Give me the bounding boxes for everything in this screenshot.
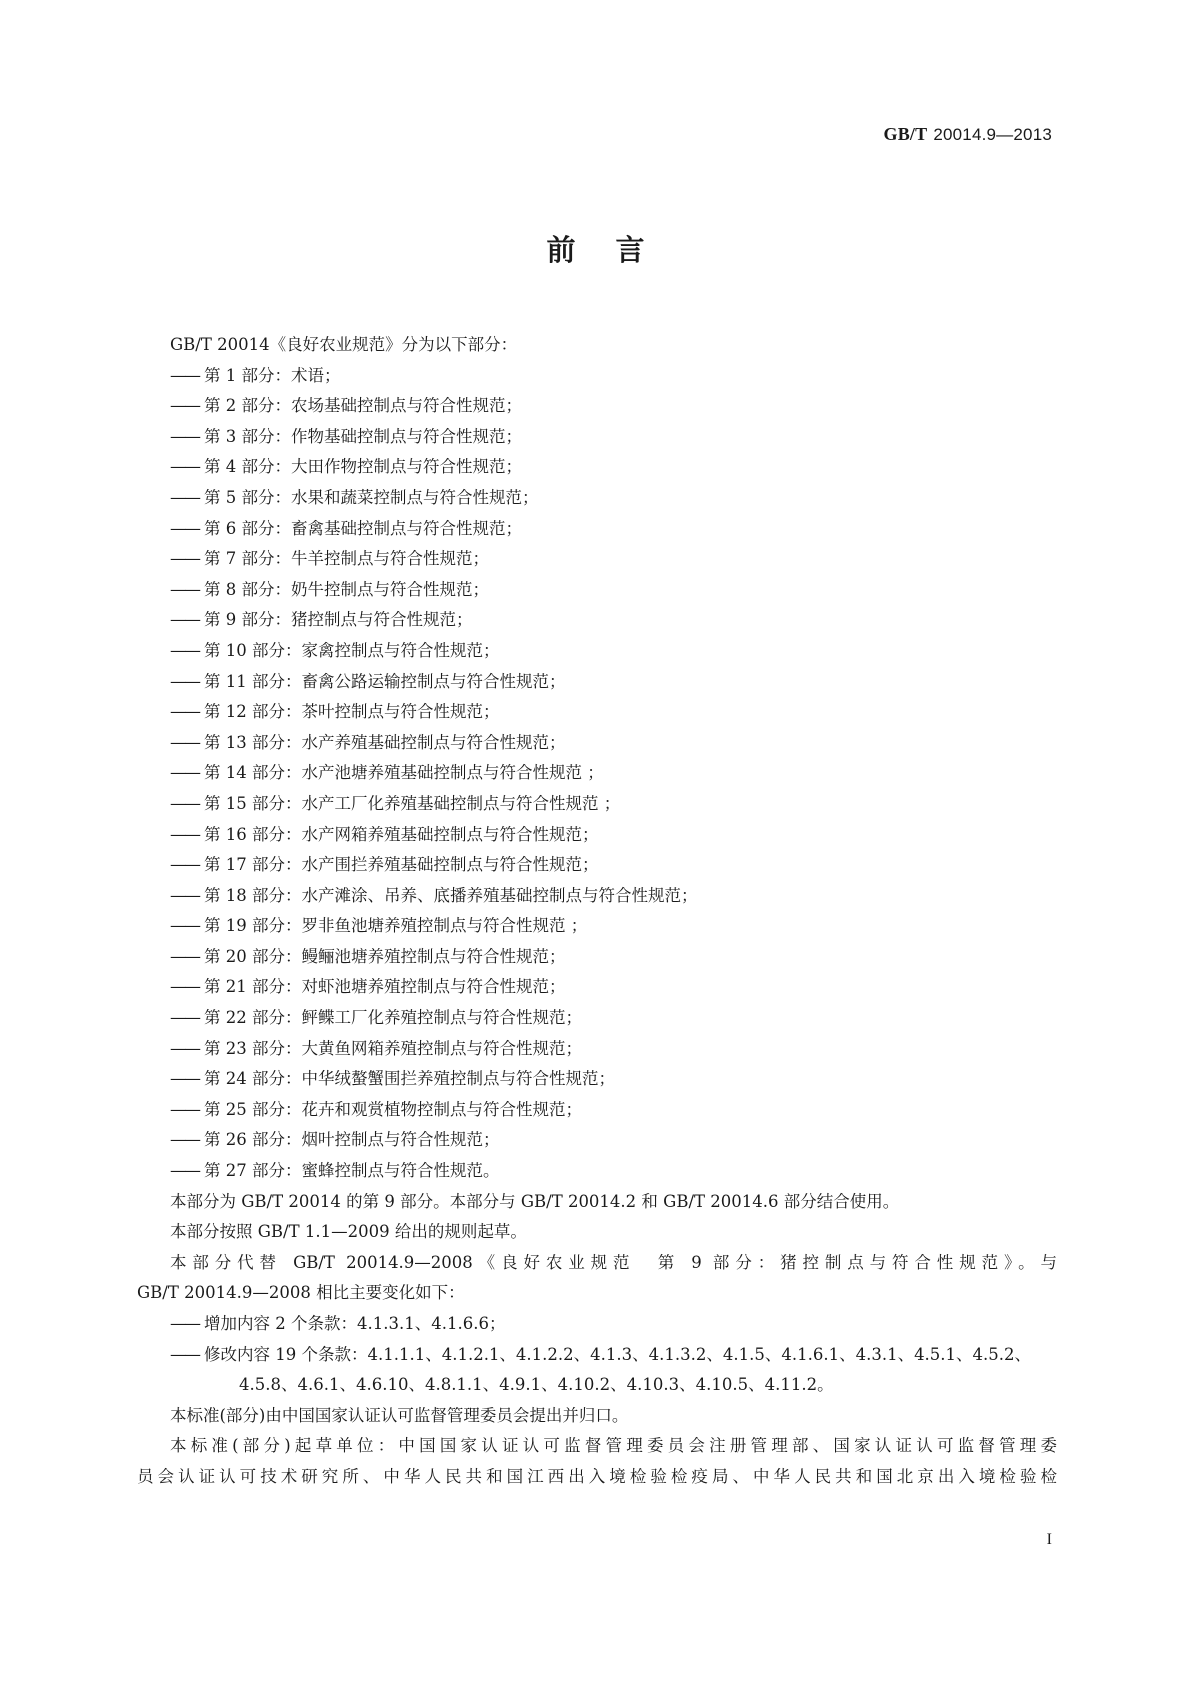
list-item: —— 第 13 部分：水产养殖基础控制点与符合性规范； xyxy=(170,732,566,752)
paragraph-drafting-units-line2: 员会认证认可技术研究所、中华人民共和国江西出入境检验检疫局、中华人民共和国北京出入境检验检 xyxy=(137,1466,1057,1486)
list-item: —— 第 9 部分：猪控制点与符合性规范； xyxy=(170,610,473,630)
list-item: —— 第 3 部分：作物基础控制点与符合性规范； xyxy=(170,426,522,446)
paragraph-drafting-rules: 本部分按照 GB/T 1.1—2009 给出的规则起草。 xyxy=(170,1222,527,1242)
parts-list xyxy=(137,361,1057,1187)
list-item: —— 第 4 部分：大田作物控制点与符合性规范； xyxy=(170,457,522,477)
change-item-added: —— 增加内容 2 个条款：4.1.3.1、4.1.6.6； xyxy=(170,1314,506,1333)
standard-number: 20014.9—2013 xyxy=(933,125,1052,144)
page-number: I xyxy=(1046,1531,1052,1548)
list-item: —— 第 8 部分：奶牛控制点与符合性规范； xyxy=(170,579,489,599)
intro-paragraph: GB/T 20014《良好农业规范》分为以下部分： xyxy=(170,335,518,354)
paragraph-replaces-line1: 本部分代替 GB/T 20014.9—2008《良好农业规范 第 9 部分：猪控制点与符合性规范》。与 xyxy=(170,1252,1057,1272)
list-item: —— 第 10 部分：家禽控制点与符合性规范； xyxy=(170,640,500,660)
list-item: —— 第 6 部分：畜禽基础控制点与符合性规范； xyxy=(170,518,522,538)
list-item: —— 第 19 部分：罗非鱼池塘养殖控制点与符合性规范 ； xyxy=(170,916,588,936)
list-item: —— 第 21 部分：对虾池塘养殖控制点与符合性规范； xyxy=(170,977,566,997)
change-item-modified: —— 修改内容 19 个条款：4.1.1.1、4.1.2.1、4.1.2.2、4.1.3、4.1.3.2、4.1.5、4.1.6.1、4.3.1、4.5.1、4.5.2、 xyxy=(170,1344,1032,1364)
change-item-modified-continued: 4.5.8、4.6.1、4.6.10、4.8.1.1、4.9.1、4.10.2、4.10.3、4.10.5、4.11.2。 xyxy=(239,1375,834,1395)
list-item: —— 第 25 部分：花卉和观赏植物控制点与符合性规范； xyxy=(170,1099,582,1119)
paragraph-replaces-line2: GB/T 20014.9—2008 相比主要变化如下： xyxy=(137,1283,465,1303)
paragraph-drafting-units-line1: 本标准(部分)起草单位：中国国家认证认可监督管理委员会注册管理部、国家认证认可监督管理委 xyxy=(170,1436,1057,1456)
standard-code-header xyxy=(884,124,1053,145)
list-item: —— 第 7 部分：牛羊控制点与符合性规范； xyxy=(170,549,489,569)
list-item: —— 第 27 部分：蜜蜂控制点与符合性规范。 xyxy=(170,1161,500,1181)
list-item: —— 第 17 部分：水产围拦养殖基础控制点与符合性规范； xyxy=(170,855,599,875)
list-item: —— 第 23 部分：大黄鱼网箱养殖控制点与符合性规范； xyxy=(170,1038,582,1058)
list-item: —— 第 22 部分：鲆鲽工厂化养殖控制点与符合性规范； xyxy=(170,1008,582,1028)
standard-prefix: GB/T xyxy=(883,124,928,144)
list-item: —— 第 18 部分：水产滩涂、吊养、底播养殖基础控制点与符合性规范； xyxy=(170,885,698,905)
list-item: —— 第 16 部分：水产网箱养殖基础控制点与符合性规范； xyxy=(170,824,599,844)
page-title: 前言 xyxy=(546,233,685,267)
list-item: —— 第 20 部分：鳗鲡池塘养殖控制点与符合性规范； xyxy=(170,946,566,966)
list-item: —— 第 15 部分：水产工厂化养殖基础控制点与符合性规范 ； xyxy=(170,793,621,813)
list-item: —— 第 24 部分：中华绒螯蟹围拦养殖控制点与符合性规范； xyxy=(170,1069,615,1089)
list-item: —— 第 5 部分：水果和蔬菜控制点与符合性规范； xyxy=(170,487,539,507)
document-body xyxy=(137,330,1057,1493)
list-item: —— 第 11 部分：畜禽公路运输控制点与符合性规范； xyxy=(170,671,566,691)
list-item: —— 第 1 部分：术语； xyxy=(170,365,341,385)
list-item: —— 第 12 部分：茶叶控制点与符合性规范； xyxy=(170,702,500,722)
list-item: —— 第 14 部分：水产池塘养殖基础控制点与符合性规范 ； xyxy=(170,763,604,783)
paragraph-proposed-by: 本标准(部分)由中国国家认证认可监督管理委员会提出并归口。 xyxy=(170,1405,629,1425)
list-item: —— 第 2 部分：农场基础控制点与符合性规范； xyxy=(170,396,522,416)
list-item: —— 第 26 部分：烟叶控制点与符合性规范； xyxy=(170,1130,500,1150)
paragraph-part-relation: 本部分为 GB/T 20014 的第 9 部分。本部分与 GB/T 20014.2 和 GB/T 20014.6 部分结合使用。 xyxy=(170,1191,900,1211)
